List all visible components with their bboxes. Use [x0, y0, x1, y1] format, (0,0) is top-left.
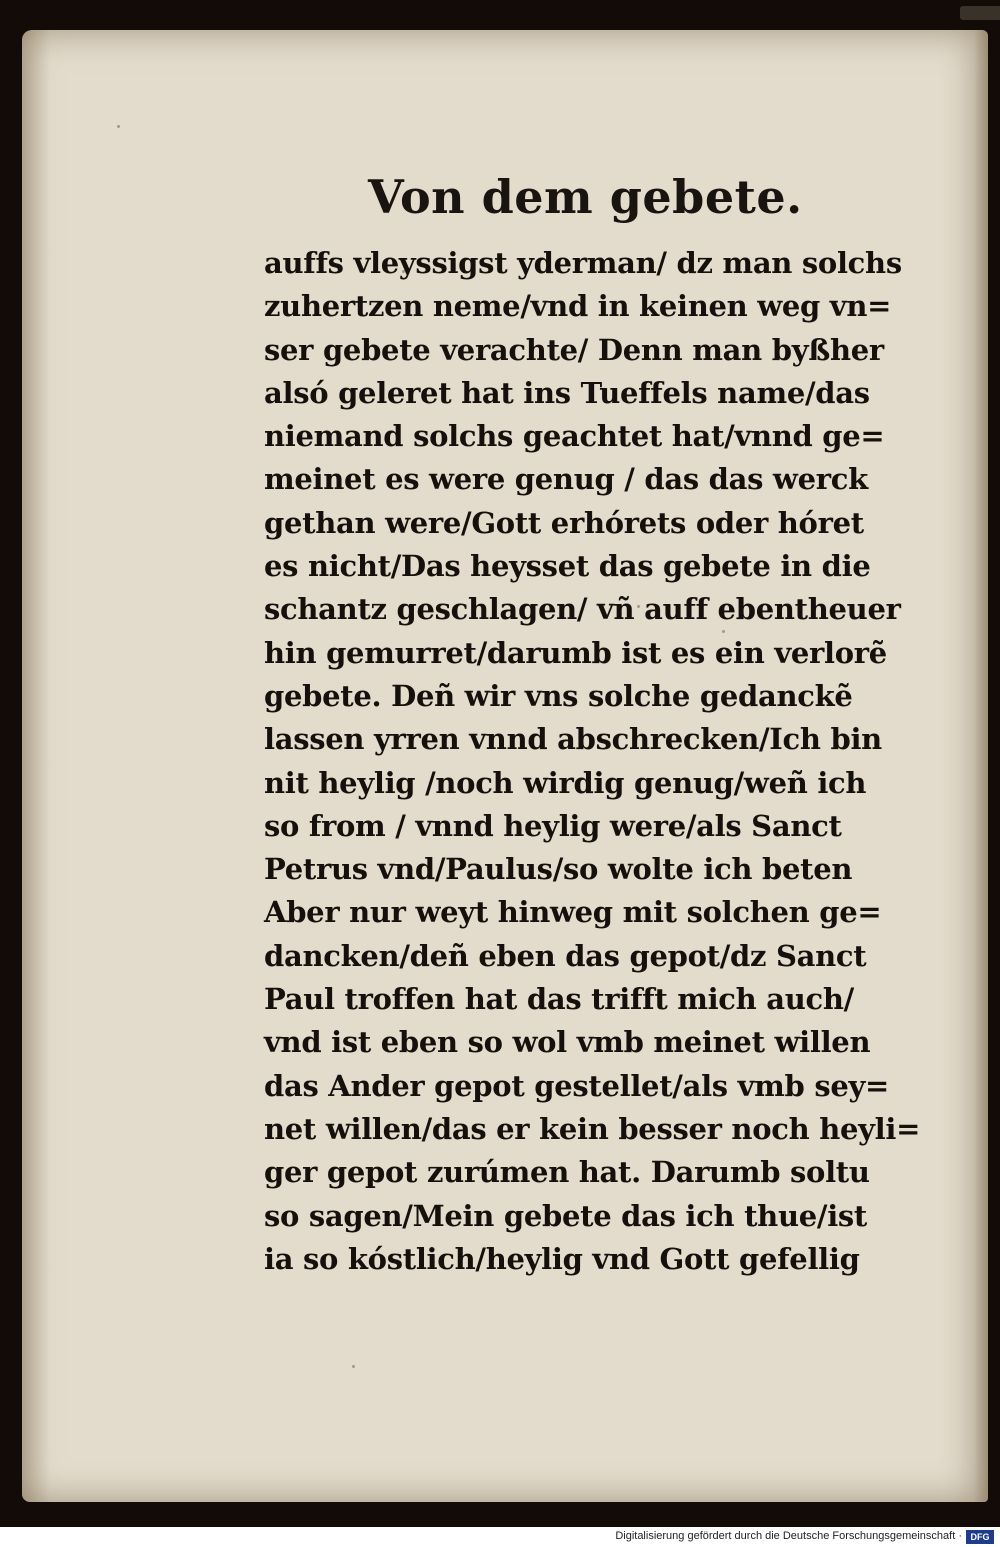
text-line: net willen/das er kein besser noch heyli= [264, 1111, 921, 1146]
text-line: Aber nur weyt hinweg mit solchen ge= [264, 895, 882, 930]
text-line: lassen yrren vnnd abschrecken/Ich bin [264, 722, 882, 757]
text-line: schantz geschlagen/ vñ auff ebentheuer [264, 592, 901, 627]
text-line: meinet es were genug / das das werck [264, 462, 868, 497]
text-line: hin gemurret/darumb ist es ein verlorẽ [264, 635, 887, 670]
text-line: niemand solchs geachtet hat/vnnd ge= [264, 419, 885, 454]
gutter-shade [22, 30, 50, 1502]
text-line: dancken/deñ eben das gepot/dz Sanct [264, 938, 867, 973]
text-line: das Ander gepot gestellet/als vmb sey= [264, 1068, 890, 1103]
body-text [264, 242, 954, 1281]
text-line: ser gebete verachte/ Denn man byßher [264, 332, 884, 367]
text-line: vnd ist eben so wol vmb meinet willen [264, 1025, 871, 1060]
text-line: Paul troffen hat das trifft mich auch/ [264, 982, 854, 1017]
page-heading: Von dem gebete. [368, 170, 803, 224]
text-line: so from / vnnd heylig were/als Sanct [264, 808, 842, 843]
text-line: gethan were/Gott erhórets oder hóret [264, 505, 864, 540]
paper-speck [352, 1365, 355, 1368]
text-line: auffs vleyssigst yderman/ dz man solchs [264, 246, 902, 280]
funding-credit: Digitalisierung gefördert durch die Deutsche Forschungsgemeinschaft · [615, 1530, 962, 1542]
text-line: es nicht/Das heysset das gebete in die [264, 549, 871, 584]
text-line: nit heylig /noch wirdig genug/weñ ich [264, 765, 867, 800]
text-line: alsó geleret hat ins Tueffels name/das [264, 375, 870, 410]
page-edge [974, 30, 988, 1502]
text-line: so sagen/Mein gebete das ich thue/ist [264, 1198, 868, 1233]
text-line: zuhertzen neme/vnd in keinen weg vn= [264, 289, 892, 324]
text-line: ger gepot zurúmen hat. Darumb soltu [264, 1155, 870, 1190]
footer-bar [0, 1527, 1000, 1547]
book-page [22, 30, 988, 1502]
dfg-logo[interactable]: DFG [966, 1530, 994, 1544]
text-line: ia so kóstlich/heylig vnd Gott gefellig [264, 1241, 860, 1276]
book-clip [960, 6, 1000, 20]
paper-speck [117, 125, 120, 128]
text-line: Petrus vnd/Paulus/so wolte ich beten [264, 852, 853, 887]
text-line: gebete. Deñ wir vns solche gedanckẽ [264, 678, 853, 713]
